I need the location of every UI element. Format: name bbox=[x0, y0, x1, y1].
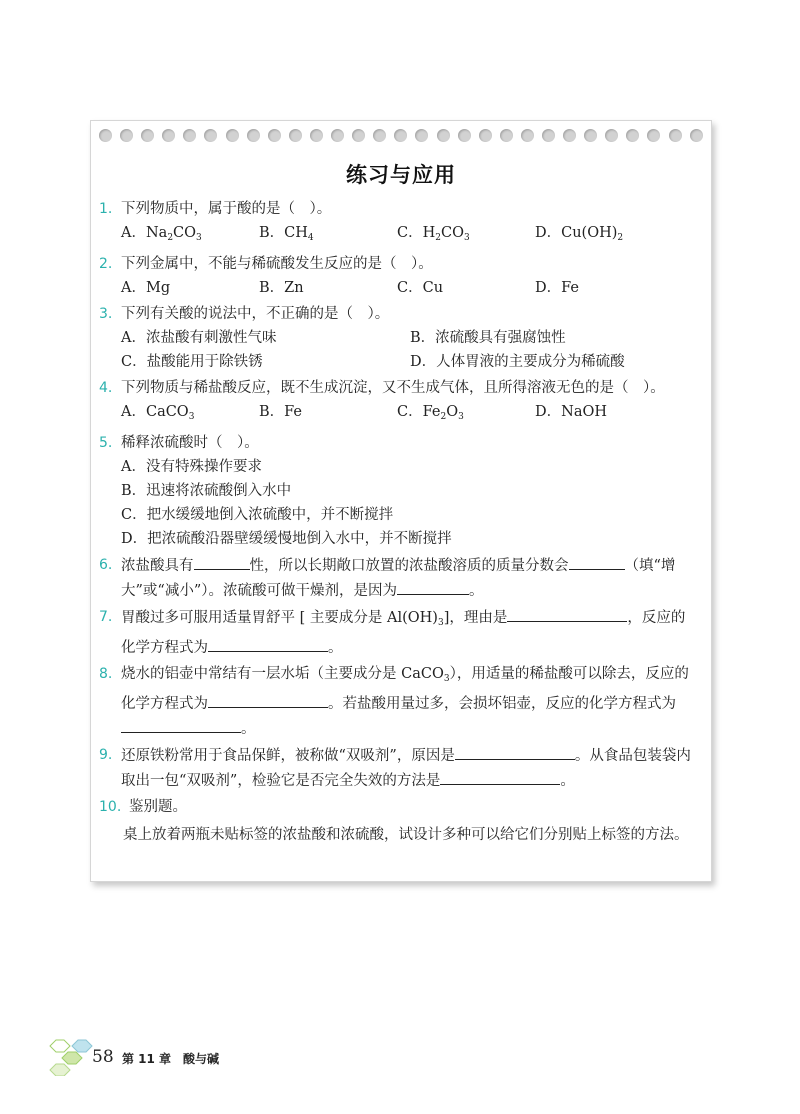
binder-ring bbox=[289, 129, 302, 142]
option-d[interactable]: D．$Cu(OH)_2$ bbox=[535, 225, 624, 243]
binder-ring bbox=[647, 129, 660, 142]
option-a[interactable]: A．CaCO$_3$ bbox=[121, 404, 195, 422]
option-b[interactable]: B．迅速将浓硫酸倒入水中 bbox=[121, 483, 292, 499]
question-text: 下列物质与稀盐酸反应，既不生成沉淀，又不生成气体，且所得溶液无色的是（ ）。 bbox=[121, 380, 665, 396]
binder-ring bbox=[331, 129, 344, 142]
binder-ring bbox=[120, 129, 133, 142]
option-a[interactable]: A．$Na_2CO_3$ bbox=[121, 225, 202, 243]
question-number: 7. bbox=[99, 609, 113, 625]
option-b[interactable]: B．$CH_4$ bbox=[259, 225, 314, 243]
binder-ring bbox=[310, 129, 323, 142]
option-d[interactable]: D．把浓硫酸沿器壁缓缓慢地倒入水中，并不断搅拌 bbox=[121, 531, 452, 547]
question-text: 稀释浓硫酸时（ ）。 bbox=[121, 435, 259, 451]
binder-ring bbox=[415, 129, 428, 142]
answer-blank[interactable] bbox=[194, 553, 250, 570]
question-number: 4. bbox=[99, 380, 113, 396]
binder-rings bbox=[99, 129, 703, 145]
option-a[interactable]: A．Mg bbox=[121, 280, 171, 296]
question-number: 2. bbox=[99, 256, 113, 272]
binder-ring bbox=[626, 129, 639, 142]
question-text: 下列金属中，不能与稀硫酸发生反应的是（ ）。 bbox=[121, 256, 433, 272]
answer-blank[interactable] bbox=[569, 553, 625, 570]
question-text: 胃酸过多可服用适量胃舒平 [ 主要成分是 $Al(OH)_3$]，理由是 ，反应的化学方程式为 。 bbox=[121, 605, 699, 660]
question-3 bbox=[99, 302, 699, 374]
question-8 bbox=[99, 662, 699, 741]
section-title: 练习与应用 bbox=[346, 163, 456, 187]
binder-ring bbox=[99, 129, 112, 142]
question-number: 3. bbox=[99, 306, 113, 322]
question-text: 浓盐酸具有 性，所以长期敞口放置的浓盐酸溶质的质量分数会 （填“增大”或“减小”）。浓硫酸可做干燥剂，是因为 。 bbox=[121, 553, 699, 603]
question-list bbox=[99, 197, 699, 849]
option-c[interactable]: C．盐酸能用于除铁锈 bbox=[121, 354, 263, 370]
question-number: 10. bbox=[99, 799, 122, 815]
answer-blank[interactable] bbox=[397, 578, 469, 595]
binder-ring bbox=[584, 129, 597, 142]
question-text: 还原铁粉常用于食品保鲜，被称做“双吸剂”，原因是 。从食品包装袋内取出一包“双吸剂”，检验它是否完全失效的方法是 。 bbox=[121, 743, 699, 793]
question-text: 烧水的铝壶中常结有一层水垢（主要成分是 CaCO$_3$），用适量的稀盐酸可以除去，反应的化学方程式为 。若盐酸用量过多，会损坏铝壶，反应的化学方程式为。 bbox=[121, 666, 689, 737]
question-6 bbox=[99, 553, 699, 603]
binder-ring bbox=[542, 129, 555, 142]
option-a[interactable]: A．没有特殊操作要求 bbox=[121, 459, 262, 475]
binder-ring bbox=[605, 129, 618, 142]
binder-ring bbox=[669, 129, 682, 142]
binder-ring bbox=[162, 129, 175, 142]
exercise-card bbox=[90, 120, 712, 882]
option-c[interactable]: C．$H_2CO_3$ bbox=[397, 225, 470, 243]
question-number: 1. bbox=[99, 201, 113, 217]
answer-blank[interactable] bbox=[440, 768, 560, 785]
binder-ring bbox=[226, 129, 239, 142]
question-number: 9. bbox=[99, 747, 113, 763]
binder-ring bbox=[141, 129, 154, 142]
question-number: 8. bbox=[99, 666, 113, 682]
binder-ring bbox=[373, 129, 386, 142]
binder-ring bbox=[437, 129, 450, 142]
question-text: 下列有关酸的说法中，不正确的是（ ）。 bbox=[121, 306, 390, 322]
question-text: 鉴别题。 bbox=[129, 799, 187, 815]
question-detail: 桌上放着两瓶未贴标签的浓盐酸和浓硫酸，试设计多种可以给它们分别贴上标签的方法。 bbox=[123, 827, 689, 843]
hexagon-decoration-icon bbox=[44, 1036, 94, 1076]
binder-ring bbox=[394, 129, 407, 142]
option-d[interactable]: D．NaOH bbox=[535, 404, 607, 420]
question-1 bbox=[99, 197, 699, 250]
option-b[interactable]: B．Zn bbox=[259, 280, 304, 296]
options bbox=[121, 221, 699, 250]
option-c[interactable]: C．Cu bbox=[397, 280, 444, 296]
options-row-1 bbox=[121, 326, 699, 350]
binder-ring bbox=[352, 129, 365, 142]
option-b[interactable]: B．浓硫酸具有强腐蚀性 bbox=[410, 330, 566, 346]
answer-blank[interactable] bbox=[121, 716, 241, 733]
binder-ring bbox=[563, 129, 576, 142]
binder-ring bbox=[479, 129, 492, 142]
question-5 bbox=[99, 431, 699, 551]
binder-ring bbox=[247, 129, 260, 142]
question-2 bbox=[99, 252, 699, 300]
binder-ring bbox=[500, 129, 513, 142]
options bbox=[121, 276, 699, 300]
binder-ring bbox=[204, 129, 217, 142]
question-7 bbox=[99, 605, 699, 660]
question-4 bbox=[99, 376, 699, 429]
option-c[interactable]: C．$Fe_2O_3$ bbox=[397, 404, 464, 422]
question-number: 6. bbox=[99, 557, 113, 573]
option-d[interactable]: D．人体胃液的主要成分为稀硫酸 bbox=[410, 354, 625, 370]
option-d[interactable]: D．Fe bbox=[535, 280, 579, 296]
option-b[interactable]: B．Fe bbox=[259, 404, 303, 420]
page-number: 58 bbox=[92, 1047, 114, 1067]
options bbox=[121, 455, 699, 551]
binder-ring bbox=[183, 129, 196, 142]
option-a[interactable]: A．浓盐酸有刺激性气味 bbox=[121, 330, 277, 346]
question-9 bbox=[99, 743, 699, 793]
answer-blank[interactable] bbox=[208, 691, 328, 708]
binder-ring bbox=[268, 129, 281, 142]
answer-blank[interactable] bbox=[455, 743, 575, 760]
page-footer bbox=[44, 1036, 304, 1076]
binder-ring bbox=[690, 129, 703, 142]
answer-blank[interactable] bbox=[507, 605, 627, 622]
binder-ring bbox=[458, 129, 471, 142]
option-c[interactable]: C．把水缓缓地倒入浓硫酸中，并不断搅拌 bbox=[121, 507, 394, 523]
binder-ring bbox=[521, 129, 534, 142]
question-text: 下列物质中，属于酸的是（ ）。 bbox=[121, 201, 332, 217]
question-10 bbox=[99, 795, 699, 849]
answer-blank[interactable] bbox=[208, 635, 328, 652]
question-number: 5. bbox=[99, 435, 113, 451]
options-row-2 bbox=[121, 350, 699, 374]
options bbox=[121, 400, 699, 429]
chapter-title: 第 11 章 酸与碱 bbox=[122, 1052, 220, 1066]
